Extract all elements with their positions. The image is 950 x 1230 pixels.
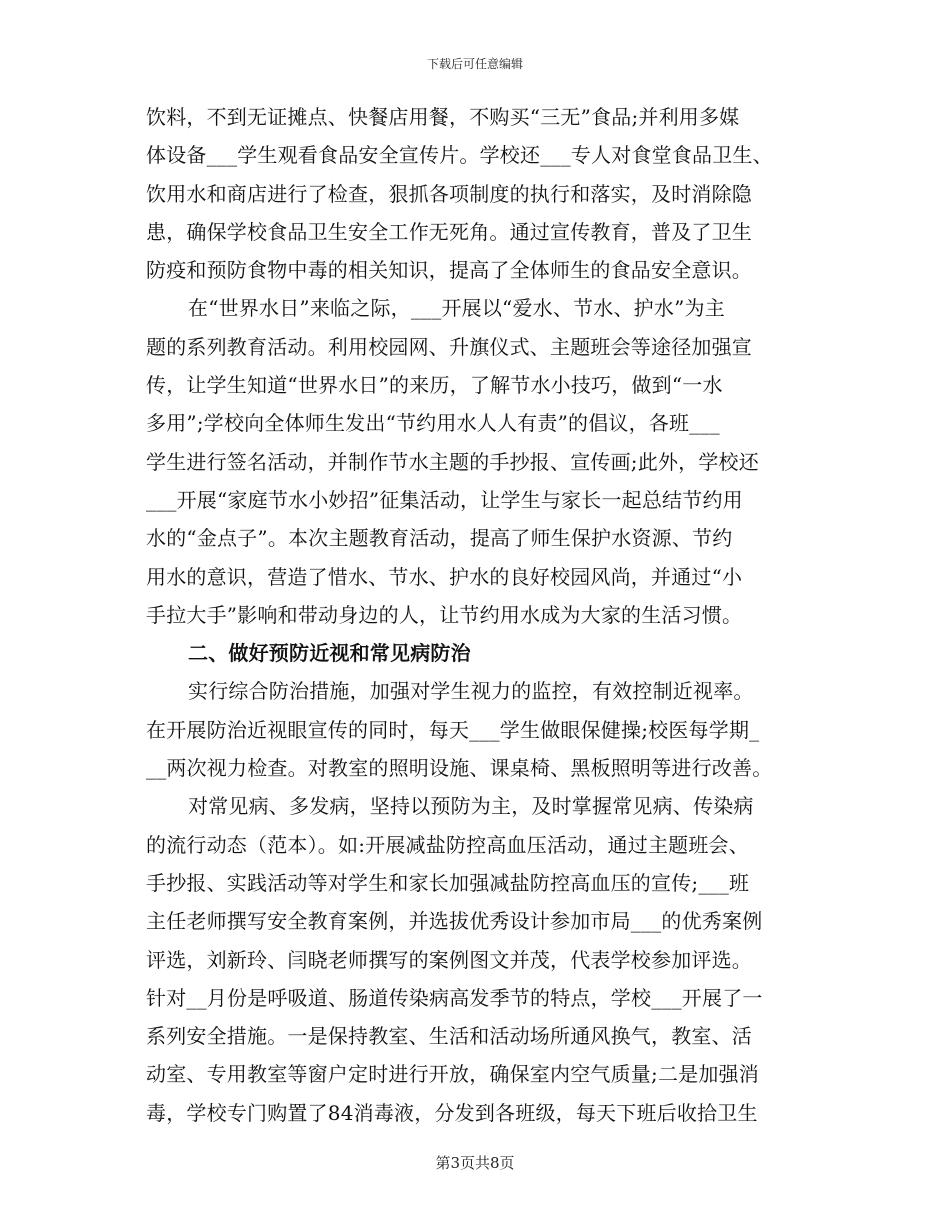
page-footer: 第3页共8页 <box>435 1154 515 1172</box>
section-heading: 二、做好预防近视和常见病防治 <box>188 641 471 666</box>
text-line: ___开展“家庭节水小妙招”征集活动，让学生与家长一起总结节约用 <box>146 487 743 512</box>
text-line: 传，让学生知道“世界水日”的来历，了解节水小技巧，做到“一水 <box>146 373 723 398</box>
paragraph-start: 在“世界水日”来临之际，___开展以“爱水、节水、护水”为主 <box>188 296 725 321</box>
paragraph-start: 对常见病、多发病，坚持以预防为主，及时掌握常见病、传染病 <box>188 794 754 819</box>
text-line: 用水的意识，营造了惜水、节水、护水的良好校园风尚，并通过“小 <box>146 564 743 589</box>
text-line: 手抄报、实践活动等对学生和家长加强减盐防控高血压的宣传;___班 <box>146 870 750 895</box>
text-line: 评选，刘新玲、闫晓老师撰写的案例图文并茂，代表学校参加评选。 <box>146 947 752 972</box>
text-line: 防疫和预防食物中毒的相关知识，提高了全体师生的食品安全意识。 <box>146 258 752 283</box>
text-line: 动室、专用教室等窗户定时进行开放，确保室内空气质量;二是加强消 <box>146 1062 759 1087</box>
text-line: 主任老师撰写安全教育案例，并选拔优秀设计参加市局___的优秀案例 <box>146 909 763 934</box>
text-line: __两次视力检查。对教室的照明设施、课桌椅、黑板照明等进行改善。 <box>146 756 773 781</box>
text-line: 毒，学校专门购置了84消毒液，分发到各班级，每天下班后收拾卫生 <box>146 1100 758 1125</box>
paragraph-start: 实行综合防治措施，加强对学生视力的监控，有效控制近视率。 <box>188 679 754 704</box>
text-line: 学生进行签名活动，并制作节水主题的手抄报、宣传画;此外，学校还 <box>146 449 759 474</box>
text-line: 的流行动态（范本）。如:开展减盐防控高血压活动，通过主题班会、 <box>146 832 749 857</box>
text-line: 患，确保学校食品卫生安全工作无死角。通过宣传教育，普及了卫生 <box>146 219 752 244</box>
text-line: 在开展防治近视眼宣传的同时，每天___学生做眼保健操;校医每学期_ <box>146 717 760 742</box>
text-line: 题的系列教育活动。利用校园网、升旗仪式、主题班会等途径加强宣 <box>146 334 752 359</box>
text-line: 水的“金点子”。本次主题教育活动，提高了师生保护水资源、节约 <box>146 526 733 551</box>
text-line: 系列安全措施。一是保持教室、生活和活动场所通风换气，教室、活 <box>146 1024 752 1049</box>
page-header: 下载后可任意编辑 <box>426 57 523 71</box>
text-line: 饮用水和商店进行了检查，狠抓各项制度的执行和落实，及时消除隐 <box>146 181 752 206</box>
text-line: 体设备___学生观看食品安全宣传片。学校还___专人对食堂食品卫生、 <box>146 143 773 168</box>
text-line: 饮料，不到无证摊点、快餐店用餐，不购买“三无”食品;并利用多媒 <box>146 105 740 129</box>
text-line: 针对__月份是呼吸道、肠道传染病高发季节的特点，学校___开展了一 <box>146 985 763 1010</box>
text-line: 多用”;学校向全体师生发出“节约用水人人有责”的倡议，各班___ <box>146 411 720 436</box>
text-line: 手拉大手”影响和带动身边的人，让节约用水成为大家的生活习惯。 <box>146 602 743 627</box>
document-body <box>146 98 806 1132</box>
